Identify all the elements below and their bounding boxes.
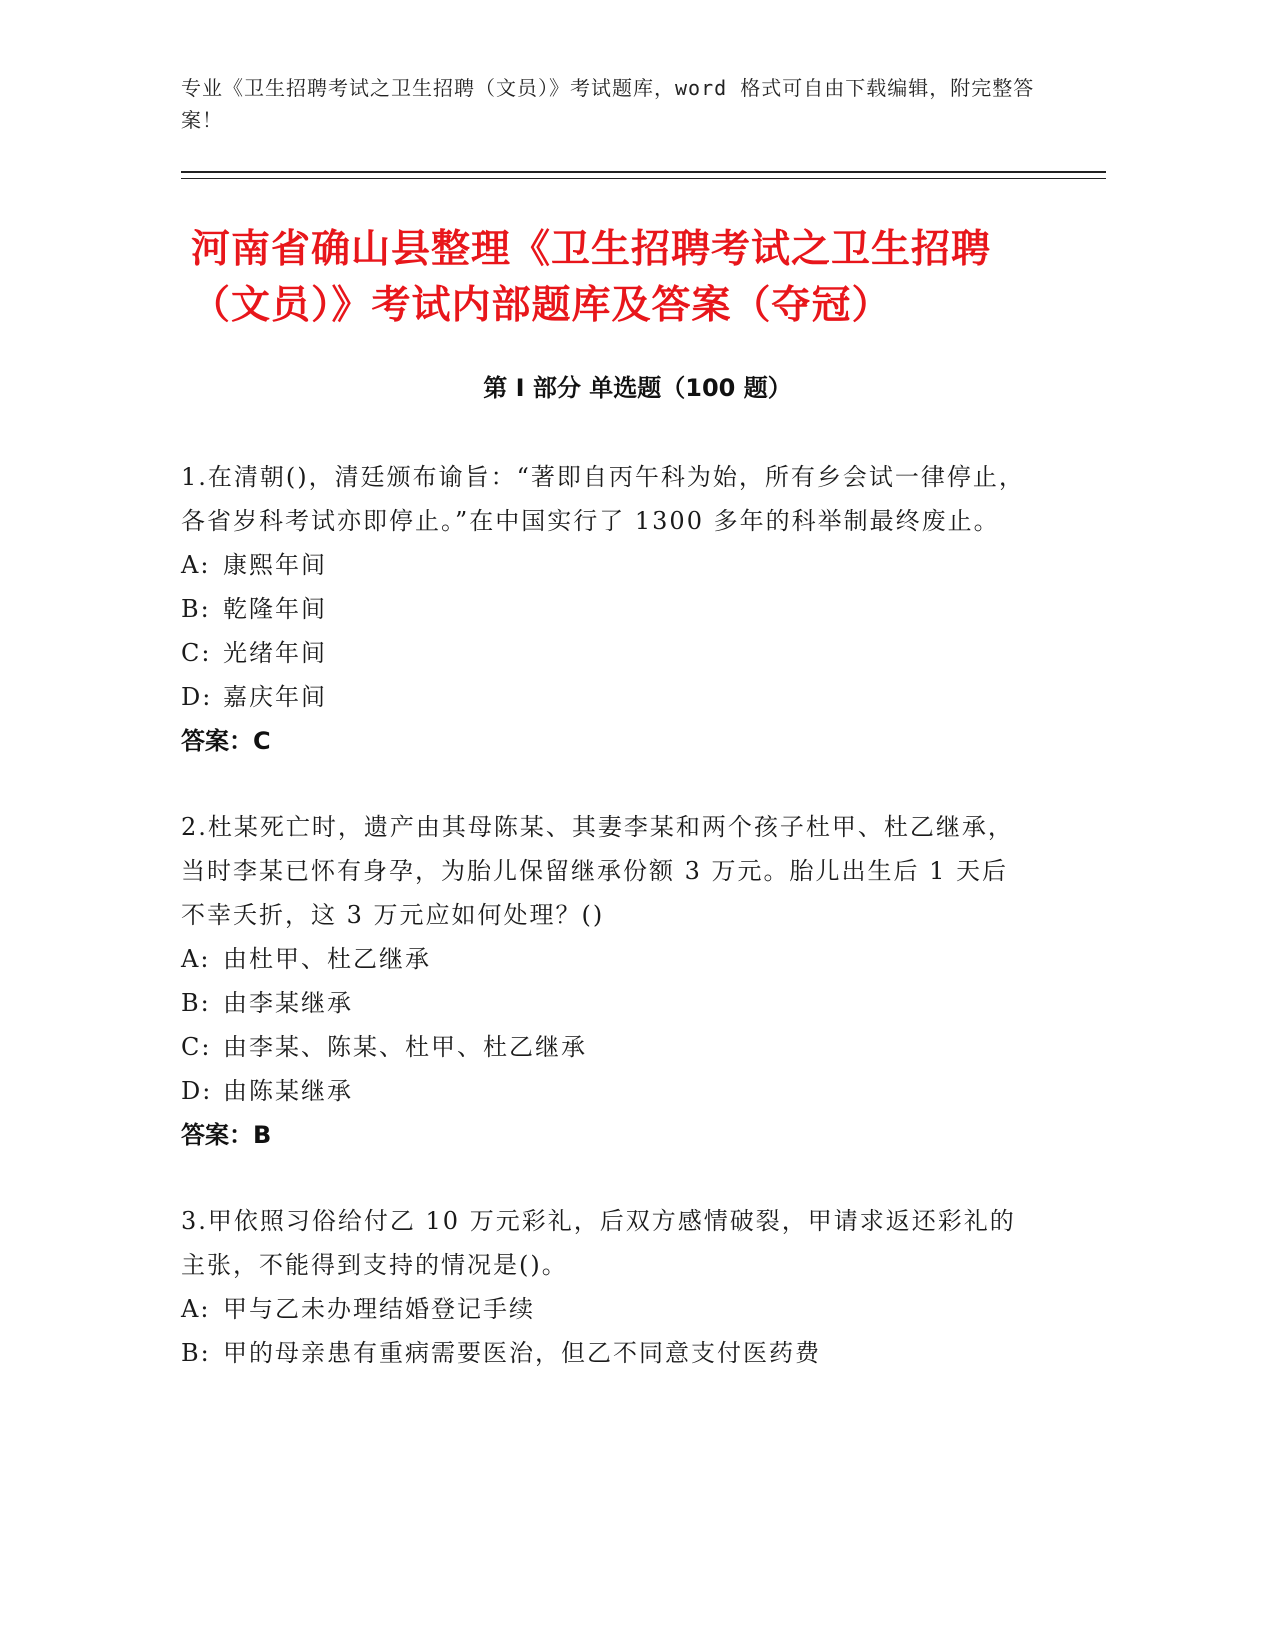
header-divider-thin	[181, 178, 1106, 179]
section-heading: 第 I 部分 单选题（100 题）	[483, 374, 792, 402]
option-b	[181, 981, 1031, 1025]
option-b	[181, 587, 1031, 631]
question-stem: 3.甲依照习俗给付乙 10 万元彩礼，后双方感情破裂，甲请求返还彩礼的主张，不能得到支持的情况是()。	[181, 1207, 1016, 1279]
option-label: D:	[181, 683, 213, 711]
option-label: B:	[181, 595, 211, 623]
question-list	[181, 455, 1031, 1417]
question-stem: 1.在清朝()，清廷颁布谕旨：“著即自丙午科为始，所有乡会试一律停止，各省岁科考试亦即停止。”在中国实行了 1300 多年的科举制最终废止。	[181, 463, 1025, 535]
option-text: 由李某继承	[223, 989, 353, 1017]
option-label: A:	[181, 551, 211, 579]
answer-key: 答案：C	[181, 727, 271, 755]
option-text: 乾隆年间	[223, 595, 327, 623]
option-d	[181, 1069, 1031, 1113]
option-a	[181, 1287, 1031, 1331]
question-stem: 2.杜某死亡时，遗产由其母陈某、其妻李某和两个孩子杜甲、杜乙继承，当时李某已怀有身孕，为胎儿保留继承份额 3 万元。胎儿出生后 1 天后不幸夭折，这 3 万元应如何处理？()	[181, 813, 1014, 929]
option-b	[181, 1331, 1031, 1375]
option-label: B:	[181, 989, 211, 1017]
option-text: 甲与乙未办理结婚登记手续	[223, 1295, 535, 1323]
option-text: 由李某、陈某、杜甲、杜乙继承	[223, 1033, 587, 1061]
option-text: 由陈某继承	[223, 1077, 353, 1105]
answer-key: 答案：B	[181, 1121, 272, 1149]
question-3	[181, 1199, 1031, 1375]
question-1	[181, 455, 1031, 763]
option-label: B:	[181, 1339, 211, 1367]
document-title: 河南省确山县整理《卫生招聘考试之卫生招聘（文员）》考试内部题库及答案（夺冠）	[191, 227, 992, 328]
option-c	[181, 631, 1031, 675]
option-a	[181, 543, 1031, 587]
option-text: 康熙年间	[223, 551, 327, 579]
option-text: 甲的母亲患有重病需要医治，但乙不同意支付医药费	[223, 1339, 821, 1367]
option-text: 由杜甲、杜乙继承	[223, 945, 431, 973]
option-label: C:	[181, 1033, 212, 1061]
option-d	[181, 675, 1031, 719]
header-divider-thick	[181, 171, 1106, 173]
option-text: 光绪年间	[223, 639, 327, 667]
option-a	[181, 937, 1031, 981]
option-label: D:	[181, 1077, 213, 1105]
option-label: A:	[181, 1295, 211, 1323]
option-text: 嘉庆年间	[223, 683, 327, 711]
option-label: C:	[181, 639, 212, 667]
header-note: 专业《卫生招聘考试之卫生招聘（文员）》考试题库，word 格式可自由下载编辑，附完整答案！	[181, 76, 1035, 132]
option-label: A:	[181, 945, 211, 973]
option-c	[181, 1025, 1031, 1069]
question-2	[181, 805, 1031, 1157]
